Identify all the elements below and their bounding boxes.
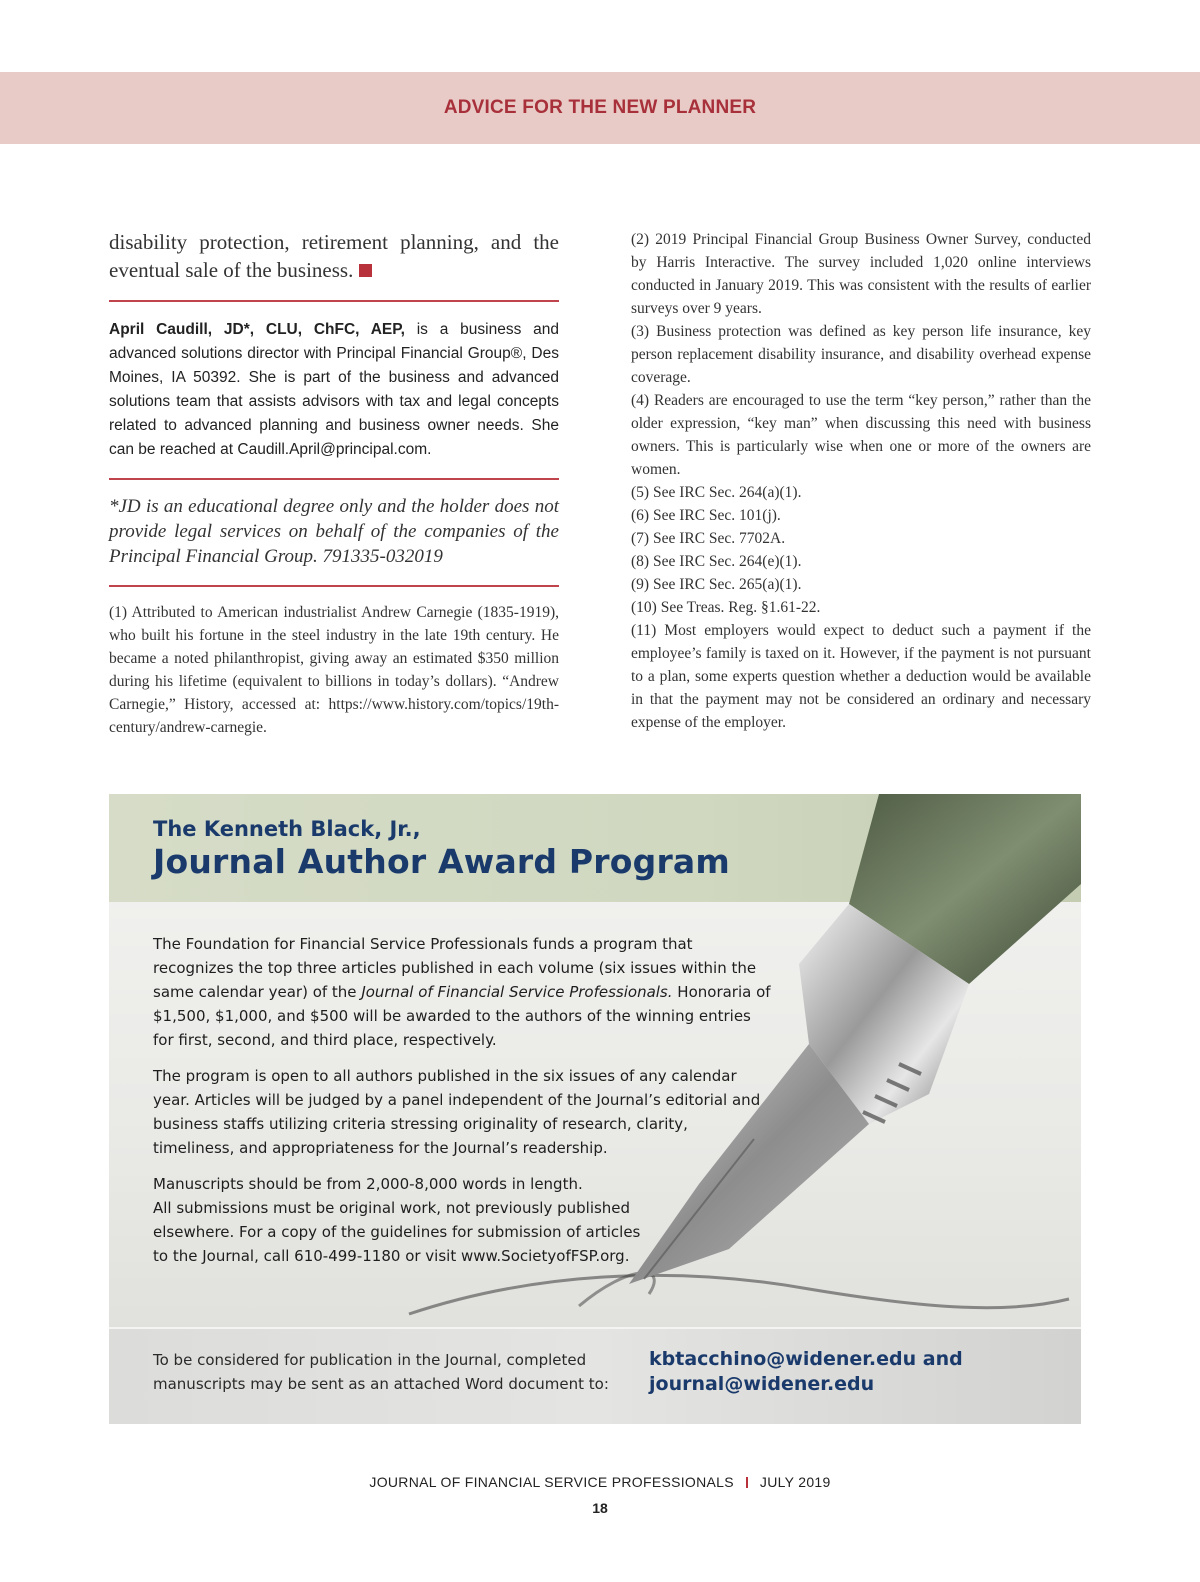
endnote-3: (3) Business protection was defined as key person life insurance, key person replacement disability insurance, and disability overhead expense coverage. — [631, 323, 1091, 386]
endnote-7: (7) See IRC Sec. 7702A. — [631, 530, 786, 547]
endnote-5: (5) See IRC Sec. 264(a)(1). — [631, 484, 802, 501]
author-bio — [109, 318, 559, 462]
divider-rule — [109, 478, 559, 480]
section-title: ADVICE FOR THE NEW PLANNER — [443, 97, 757, 118]
award-p1-text-end: Honoraria of $1,500, $1,000, and $500 will be awarded to the authors of the winning entries for first, second, and third place, respectively. — [153, 983, 771, 1049]
award-p3-line2: All submissions must be original work, not previously published elsewhere. For a copy of the guidelines for submission of articles to the Journal, call 610-499-1180 or visit www.SocietyofFSP.org. — [153, 1199, 641, 1265]
endnote-10: (10) See Treas. Reg. §1.61-22. — [631, 599, 821, 616]
author-bio-text: is a business and advanced solutions director with Principal Financial Group®, Des Moines, IA 50392. She is part of the business and advanced solutions team that assists advisors with tax and legal concepts related to advanced planning and business owner needs. She can be reached at Caudill.April@principal.com. — [109, 321, 559, 458]
endnote-1: (1) Attributed to American industrialist Andrew Carnegie (1835-1919), who built his fortune in the steel industry in the late 19th century. He became a noted philanthropist, giving away an estimated $350 million during his lifetime (equivalent to billions in today’s dollars). “Andrew Carnegie,” History, accessed at: https://www.history.com/topics/19th-century/andrew-carnegie. — [109, 604, 559, 736]
footer-journal-name: JOURNAL OF FINANCIAL SERVICE PROFESSIONALS — [369, 1474, 734, 1490]
submission-instructions: To be considered for publication in the Journal, completed manuscripts may be sent as an attached Word document to: — [153, 1351, 609, 1393]
submission-email-1[interactable]: kbtacchino@widener.edu and — [649, 1348, 963, 1370]
divider-rule — [109, 585, 559, 587]
endnote-9: (9) See IRC Sec. 265(a)(1). — [631, 576, 802, 593]
award-p1-text: The Foundation for Financial Service Professionals funds a program that recognizes the top three articles published in each volume (six issues within the same calendar year) of the — [153, 935, 757, 1001]
award-description — [153, 932, 773, 1280]
left-column — [109, 228, 559, 739]
end-of-article-mark — [359, 264, 372, 277]
submission-emails — [649, 1347, 1049, 1397]
endnote-8: (8) See IRC Sec. 264(e)(1). — [631, 553, 802, 570]
award-paragraph-3 — [153, 1172, 643, 1268]
submission-email-2[interactable]: journal@widener.edu — [649, 1373, 875, 1395]
endnote-11: (11) Most employers would expect to deduct such a payment if the employee’s family is taxed on it. However, if the payment is not pursuant to a plan, some experts question whether a deduction would be available in that the payment may not be considered an ordinary and necessary expense of the employer. — [631, 622, 1091, 731]
right-column — [631, 228, 1091, 734]
jd-disclaimer: *JD is an educational degree only and the holder does not provide legal services on behalf of the companies of the Principal Financial Group. 791335-032019 — [109, 496, 559, 567]
award-title: Journal Author Award Program — [153, 842, 730, 881]
award-p3-line1: Manuscripts should be from 2,000-8,000 words in length. — [153, 1175, 583, 1193]
endnote-4: (4) Readers are encouraged to use the term “key person,” rather than the older expression, “key man” when discussing this need with business owners. This is particularly wise when one or more of the owners are women. — [631, 392, 1091, 478]
page-number: 18 — [592, 1500, 608, 1516]
endnote-6: (6) See IRC Sec. 101(j). — [631, 507, 781, 524]
award-paragraph-2: The program is open to all authors published in the six issues of any calendar year. Articles will be judged by a panel independent of the Journal’s editorial and business staffs utilizing criteria stressing originality of research, clarity, timeliness, and appropriateness for the Journal’s readership. — [153, 1067, 761, 1157]
footer-separator — [746, 1477, 748, 1488]
endnote-2: (2) 2019 Principal Financial Group Business Owner Survey, conducted by Harris Interactive. The survey included 1,020 online interviews conducted in January 2019. This was consistent with the results of earlier surveys over 9 years. — [631, 231, 1091, 317]
journal-name: Journal of Financial Service Professionals. — [361, 983, 673, 1001]
page-footer — [0, 1474, 1200, 1490]
author-award-ad — [109, 794, 1081, 1424]
lead-paragraph — [109, 228, 559, 284]
author-name: April Caudill, JD*, CLU, ChFC, AEP, — [109, 321, 405, 338]
section-header-band — [0, 72, 1200, 144]
lead-text: disability protection, retirement planning, and the eventual sale of the business. — [109, 230, 559, 282]
footer-date: JULY 2019 — [759, 1474, 831, 1490]
divider-rule — [109, 300, 559, 302]
award-kicker: The Kenneth Black, Jr., — [153, 817, 421, 841]
award-paragraph-1 — [153, 932, 773, 1052]
